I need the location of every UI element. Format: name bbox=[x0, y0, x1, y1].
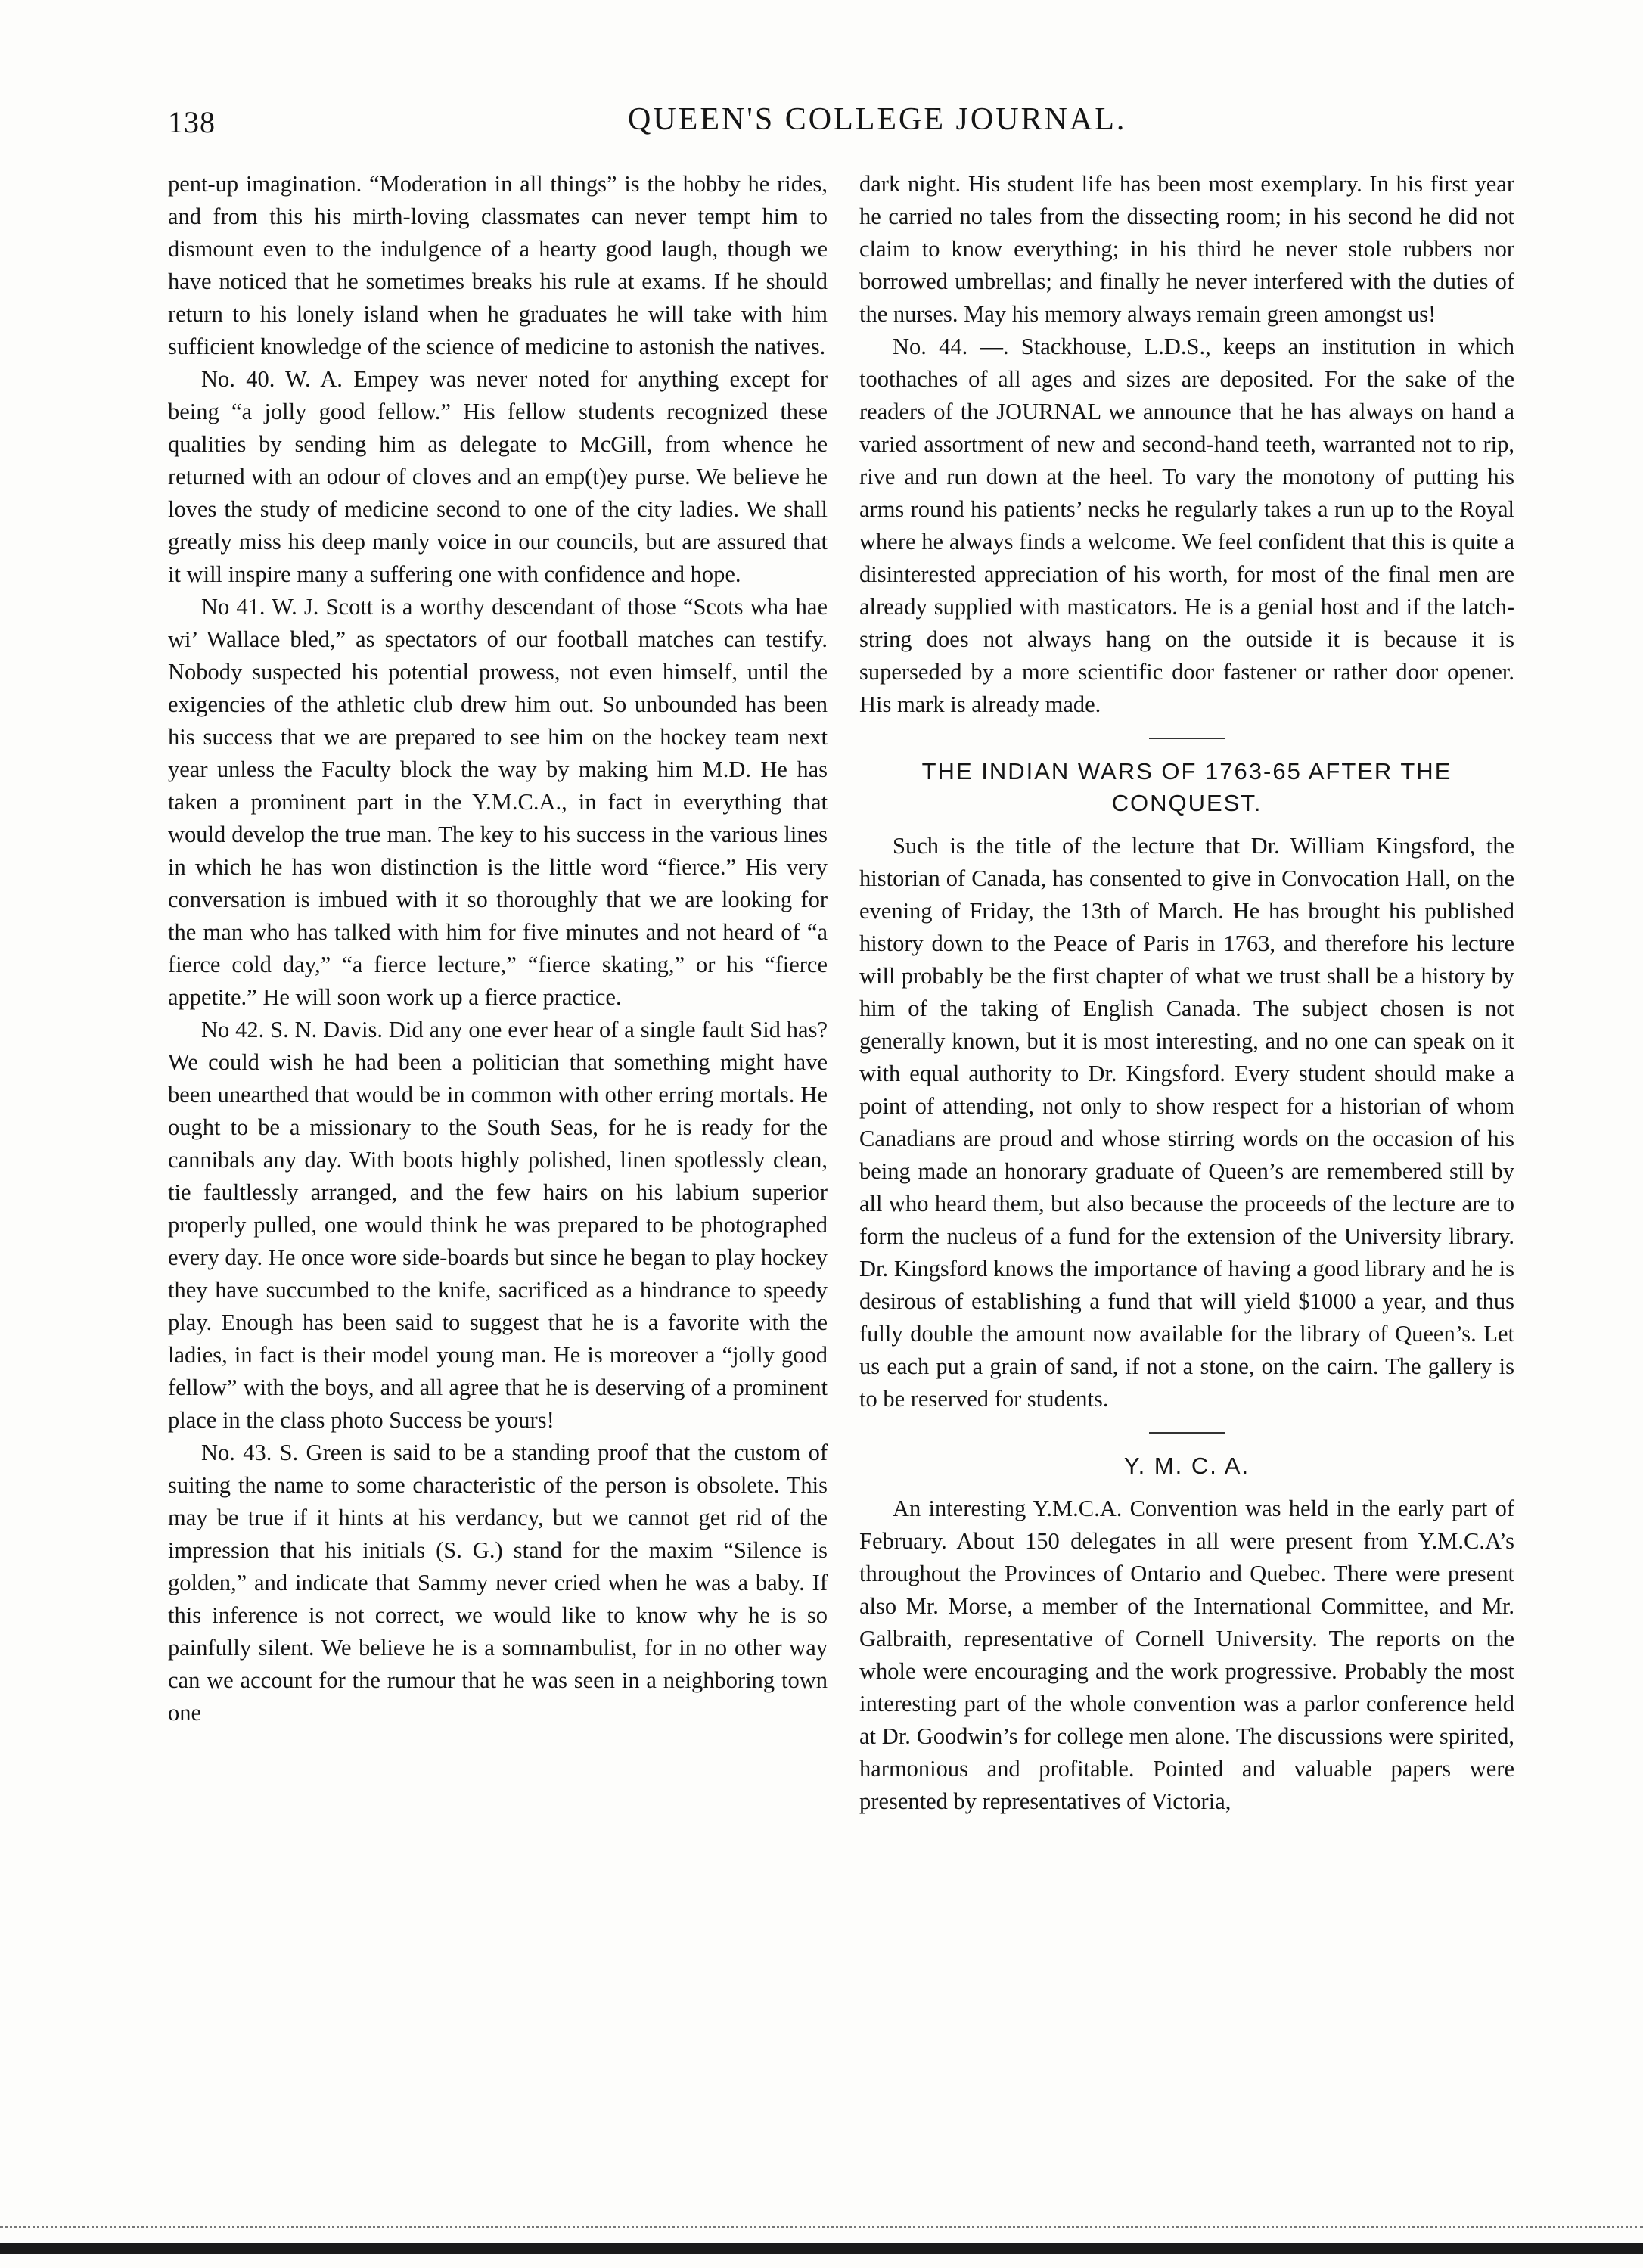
indian-wars-body: Such is the title of the lecture that Dr. William Kingsford, the historian of Canada, has consented to give in Convocation Hall, on the evening of Friday, the 13th of March. He has brought his published history down to the Peace of Paris in 1763, and therefore his lecture will probably be the first chapter of what we trust shall be a history by him of the taking of English Canada. The subject chosen is not generally known, but it is most interesting, and no one can speak on it with equal authority to Dr. Kingsford. Every student should make a point of attending, not only to show respect for a historian of whom Canadians are proud and whose stirring words on the occasion of his being made an honorary graduate of Queen’s are remembered still by all who heard them, but also because the proceeds of the lecture are to form the nucleus of a fund for the extension of the University library. Dr. Kingsford knows the importance of having a good library and he is desirous of establishing a fund that will yield $1000 a year, and thus fully double the amount now available for the library of Queen’s. Let us each put a grain of sand, if not a stone, on the cairn. The gallery is to be reserved for students. bbox=[859, 833, 1514, 1412]
paragraph-no-44: No. 44. —. Stackhouse, L.D.S., keeps an institution in which toothaches of all ages and sizes are deposited. For the sake of the readers of the JOURNAL we announce that he has always on hand a varied assortment of new and second-hand teeth, warranted not to rip, rive and run down at the heel. To vary the monotony of putting his arms round his patients’ necks he regularly takes a run up to the Royal where he always finds a welcome. We feel confident that this is quite a disinterested appreciation of his worth, for most of the final men are already supplied with masticators. He is a genial host and if the latch-string does not always hang on the outside it is because it is superseded by a more scientific door fastener or rather door opener. His mark is already made. bbox=[859, 334, 1514, 717]
paragraph-no-41: No 41. W. J. Scott is a worthy descendant of those “Scots wha hae wi’ Wallace bled,” as spectators of our football matches can testify. Nobody suspected his potential prowess, not even himself, until the exigencies of the athletic club drew him out. So unbounded has been his success that we are prepared to see him on the hockey team next year unless the Faculty block the way by making him M.D. He has taken a prominent part in the Y.M.C.A., in fact in everything that would develop the true man. The key to his success in the various lines in which he has won distinction is the little word “fierce.” His very conversation is imbued with it so thoroughly that we are looking for the man who has talked with him for five minutes and not heard of “a fierce cold day,” “a fierce lecture,” “fierce skating,” or his “fierce appetite.” He will soon work up a fierce practice. bbox=[168, 594, 828, 1010]
paragraph-no-43: No. 43. S. Green is said to be a standing proof that the custom of suiting the name to some characteristic of the person is obsolete. This may be true if it hints at his verdancy, but we cannot get rid of the impression that his initials (S. G.) stand for the maxim “Silence is golden,” and indicate that Sammy never cried when he was a baby. If this inference is not correct, we would like to know why he is so painfully silent. We believe he is a somnambulist, for in no other way can we account for the rumour that he was seen in a neighboring town one bbox=[168, 1440, 828, 1726]
ymca-body: An interesting Y.M.C.A. Convention was held in the early part of February. About 150 delegates in all were present from Y.M.C.A’s throughout the Provinces of Ontario and Quebec. There were present also Mr. Morse, a member of the International Committee, and Mr. Galbraith, representative of Cornell University. The reports on the whole were encouraging and the work progressive. Probably the most interesting part of the whole convention was a parlor conference held at Dr. Goodwin’s for college men alone. The discussions were spirited, harmonious and profitable. Pointed and valuable papers were presented by representatives of Victoria, bbox=[859, 1496, 1514, 1814]
scan-bottom-border bbox=[0, 2243, 1643, 2254]
paragraph-continued-43: dark night. His student life has been most exemplary. In his first year he carried no tales from the dissecting room; in his second he did not claim to know everything; in his third he never stole rubbers nor borrowed umbrellas; and finally he never interfered with the duties of the nurses. May his memory always remain green amongst us! bbox=[859, 171, 1514, 327]
right-column bbox=[859, 168, 1514, 1818]
running-title: QUEEN'S COLLEGE JOURNAL. bbox=[628, 102, 1127, 137]
paragraph-no-42: No 42. S. N. Davis. Did any one ever hear of a single fault Sid has? We could wish he had been a politician that something might have been unearthed that would be in common with other erring mortals. He ought to be a missionary to the South Seas, for he is ready for the cannibals any day. With boots highly polished, linen spotlessly clean, tie faultlessly arranged, and the few hairs on his labium superior properly pulled, one would think he was prepared to be photographed every day. He once wore side-boards but since he began to play hockey they have succumbed to the knife, sacrificed as a hindrance to speedy play. Enough has been said to suggest that he is a favorite with the ladies, in fact is their model young man. He is moreover a “jolly good fellow” with the boys, and all agree that he is deserving of a prominent place in the class photo Success be yours! bbox=[168, 1017, 828, 1433]
ymca-heading: Y. M. C. A. bbox=[1123, 1452, 1250, 1479]
section-divider bbox=[1149, 738, 1225, 739]
indian-wars-heading: THE INDIAN WARS OF 1763-65 AFTER THE CONQUEST. bbox=[921, 758, 1452, 816]
paragraph-continued-39: pent-up imagination. “Moderation in all things” is the hobby he rides, and from this his mirth-loving classmates can never tempt him to dismount even to the indulgence of a hearty good laugh, though we have noticed that he sometimes breaks his rule at exams. If he should return to his lonely island when he graduates he will take with him sufficient knowledge of the science of medicine to astonish the natives. bbox=[168, 171, 828, 359]
page-number: 138 bbox=[168, 105, 216, 139]
section-divider bbox=[1149, 1432, 1225, 1434]
paragraph-no-40: No. 40. W. A. Empey was never noted for anything except for being “a jolly good fellow.” His fellow students recognized these qualities by sending him as delegate to McGill, from whence he returned with an odour of cloves and an emp(t)ey purse. We believe he loves the study of medicine second to one of the city ladies. We shall greatly miss his deep manly voice in our councils, but are assured that it will inspire many a suffering one with confidence and hope. bbox=[168, 366, 828, 587]
left-column bbox=[168, 168, 828, 1729]
bottom-edge-speckle bbox=[0, 2226, 1643, 2228]
